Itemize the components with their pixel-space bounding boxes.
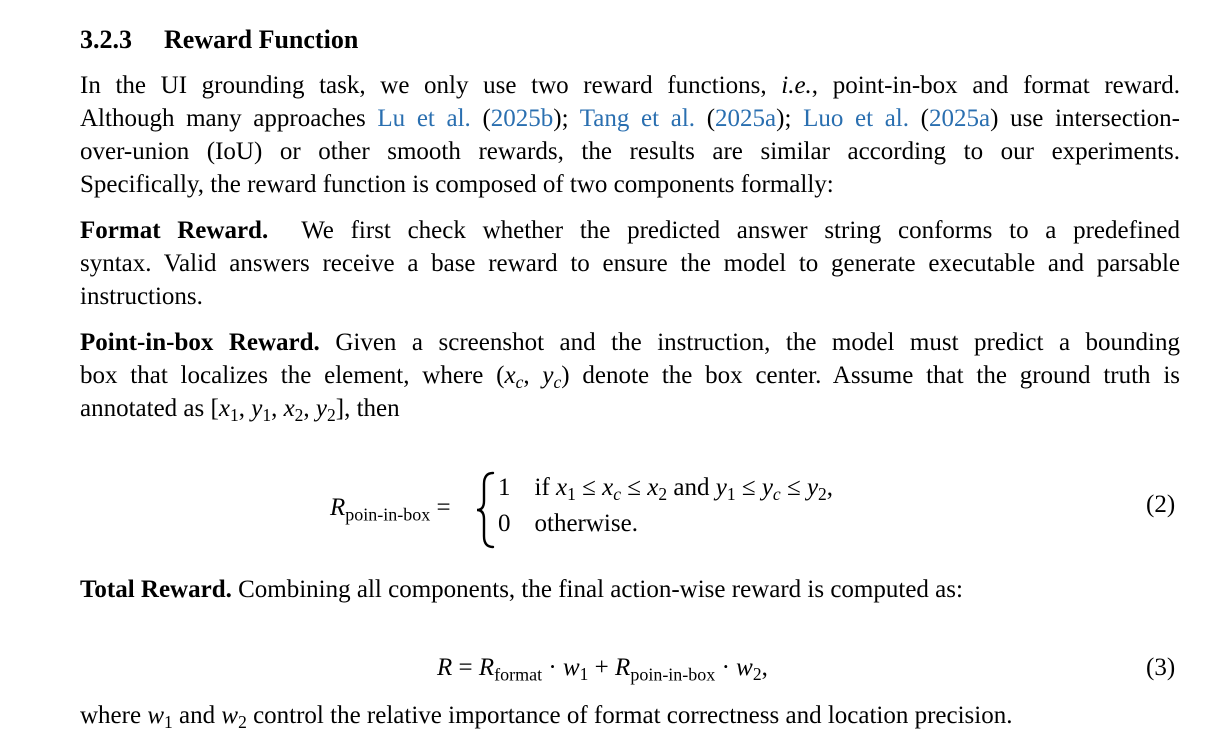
section-number: 3.2.3 [80, 25, 132, 54]
pib-reward-text: box that localizes the element, where [80, 362, 497, 389]
closing-text: where [80, 702, 148, 729]
intro-text: , point-in-box and format reward. [811, 72, 1180, 99]
pib-reward-line-3 [80, 393, 400, 425]
intro-line-3: over-union (IoU) or other smooth rewards, the results are similar according to our experiments. [80, 138, 1180, 165]
pib-reward-line-1 [80, 327, 1180, 359]
pib-reward-text: , then [344, 395, 400, 422]
intro-line-1 [80, 70, 1180, 102]
intro-text: Although many approaches [80, 105, 378, 132]
format-reward-line-2: syntax. Valid answers receive a base reward to ensure the model to generate executable and parsable [80, 250, 1180, 277]
citation-lu-year[interactable]: 2025b [490, 105, 554, 132]
closing-line: where $w_1$ and $w_2$ control the relative importance of format correctness and location precision. [80, 702, 1013, 732]
intro-line-2: Although many approaches Lu et al. (2025b); Tang et al. (2025a); Luo et al. (2025a) use intersection- [80, 105, 1181, 132]
total-reward-line [80, 574, 963, 606]
equation-3-number: (3) [1146, 654, 1176, 681]
pib-reward-text: annotated as [80, 395, 211, 422]
case-2-value: 0 [498, 510, 511, 537]
box-center-math: ($x_c$, $y_c$) [496, 362, 570, 392]
case-1-and: and [667, 474, 716, 501]
closing-text: and [172, 702, 222, 729]
eq2-case-2 [498, 510, 638, 538]
equation-2 [0, 470, 1212, 550]
eq3-format-subscript: format [494, 664, 543, 685]
format-reward-line-1 [80, 215, 1180, 247]
eq2-case-1: 1 if $x_1 \le x_c \le x_2$ and $y_1 \le y_c \le y_2$, [498, 474, 834, 504]
equation-2-number: (2) [1146, 491, 1176, 518]
intro-text: use intersection- [998, 105, 1181, 132]
citation-tang-author[interactable]: Tang et al. [579, 105, 696, 132]
eq2-lhs: $R_{poin-in-box}$ = [330, 494, 451, 525]
case-1-value: 1 [498, 474, 511, 501]
pib-reward-line-2 [80, 360, 1180, 392]
pib-reward-text: denote the box center. Assume that the ground truth is [569, 362, 1180, 389]
case-2-text: otherwise. [534, 510, 638, 537]
citation-tang-year[interactable]: 2025a [715, 105, 777, 132]
case-1-if: if [534, 474, 557, 501]
format-reward-text: We first check whether the predicted answer string conforms to a predefined [301, 217, 1180, 244]
total-reward-text: Combining all components, the final action-wise reward is computed as: [238, 576, 963, 603]
eq2-lhs-subscript: poin-in-box [345, 504, 431, 525]
citation-lu-author[interactable]: Lu et al. [377, 105, 471, 132]
citation-luo-author[interactable]: Luo et al. [803, 105, 909, 132]
equation-3: $R = R_{format} \cdot w_1 + R_{poin-in-box} \cdot w_2$, [437, 654, 768, 685]
citation-luo-year[interactable]: 2025a [928, 105, 991, 132]
intro-text: In the UI grounding task, we only use two reward functions, [80, 72, 782, 99]
pib-reward-text: Given a screenshot and the instruction, the model must predict a bounding [335, 329, 1181, 356]
eq3-pib-subscript: poin-in-box [630, 664, 716, 685]
left-brace-icon [472, 470, 496, 550]
format-reward-line-3: instructions. [80, 283, 203, 310]
total-reward-heading: Total Reward. [80, 576, 232, 603]
ground-truth-math: [$x_1$, $y_1$, $x_2$, $y_2$] [210, 395, 345, 425]
closing-text: control the relative importance of format correctness and location precision. [246, 702, 1013, 729]
format-reward-heading: Format Reward. [80, 217, 269, 244]
section-title: Reward Function [164, 25, 359, 54]
section-heading [80, 24, 358, 56]
pib-reward-heading: Point-in-box Reward. [80, 329, 320, 356]
intro-line-4: Specifically, the reward function is composed of two components formally: [80, 171, 834, 198]
ie-abbrev: i.e. [781, 72, 812, 99]
